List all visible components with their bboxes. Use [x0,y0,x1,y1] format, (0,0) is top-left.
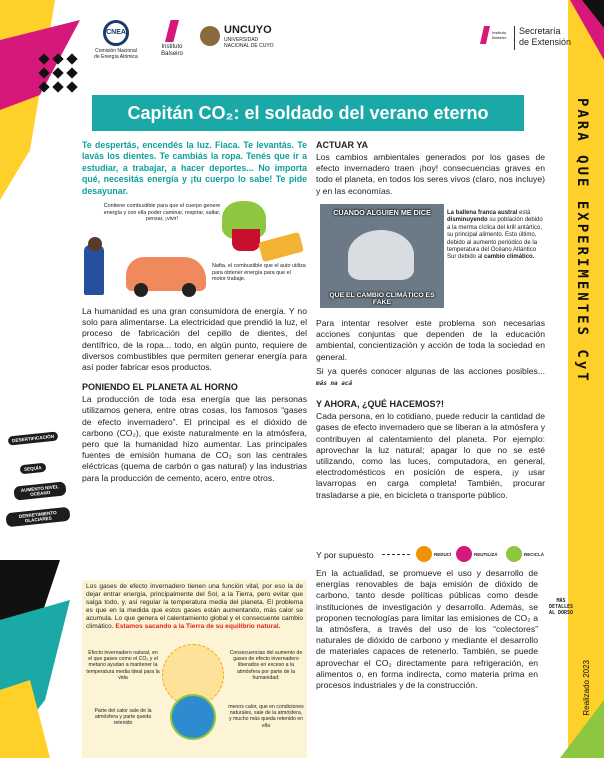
logo-balseiro: Instituto Balseiro [152,20,192,58]
tag-nivel-oceano: AUMENTO NIVEL OCÉANO [13,481,66,500]
side-banner-text: PARA QUE EXPERIMENTES CyT [574,98,590,384]
diagram-excess-note: Consecuencias del aumento de gases de efecto invernadero liberados en exceso a la atmósfera por parte de la humanidad: [229,650,303,681]
diagram-retained-note: menos calor, que en condiciones naturales, sale de la atmósfera, y mucho más queda retenido en ella [228,704,304,729]
paragraph-emissions: La producción de toda esa energía que las personas utilizamos genera, entre otras cosas, los famosos “gases de efecto invernadero”. El principal es el dióxido de carbono (CO₂), que existe naturalmente en la atmósfera, pero que la humanidad hizo aumentar. Las principales fuentes de emisión humana de CO₂ son las centrales eléctricas (quema de carbón o gas natural) y las industrias para la producción de cemento, acero, entre otros. [82,394,307,483]
consequence-tags [0,430,80,560]
right-column-bottom [316,568,538,691]
diagram-heat-note: Parte del calor sale de la atmósfera y parte queda retenido [94,708,152,727]
logo-cnea: CNEA Comisión Nacional de Energía Atómica [90,20,142,60]
paragraph-renewables: En la actualidad, se promueve el uso y desarrollo de energías renovables de baja emisión de dióxido de carbono, tanto desde políticas públicas como desde instituciones de investigación y desarrollo. Además, se proponen tecnologías para limitar las emisiones de CO₂ a la atmósfera, a través del uso de los “colectores” naturales de dióxido de carbono y mediante el desarrollo de materiales capaces de retenerlo. También, se puede aprovechar el CO₂ directamente para refrigeración, en alimentos o, en forma indirecta, como materia prima en procesos industriales y de la construcción. [316,568,538,691]
tag-glaciares: DERRETIMIENTO GLACIARES [5,507,70,528]
meme-top-text: CUANDO ALGUIEN ME DICE [333,208,431,217]
illustration-area [82,201,307,306]
paragraph-possible-actions: Si ya querés conocer algunas de las acciones posibles... más na acá [316,365,545,388]
meme-bottom-text: QUE EL CAMBIO CLIMÁTICO ES FAKE [329,292,435,306]
hand-note-more: más na acá [316,380,353,388]
reduce-label: REDUCÍ [434,552,452,557]
tag-desertificacion: DESERTIFICACIÓN [8,431,59,445]
right-column-lower [316,318,545,501]
balseiro-icon [165,20,179,42]
heading-actuar-ya: ACTUAR YA [316,140,369,150]
whale-icon [348,230,414,280]
info-highlight: Estamos sacando a la Tierra de su equilibrio natural. [115,623,281,630]
intro-text: Te despertás, encendés la luz. Fiaca. Te levantás. Te lavás los dientes. Te cambiás la ropa. Tenés que ir a estudiar, a trabajar, a hacer deportes... No importa qué, necesitás energía y ¡tu cuerpo lo sabe! Te pide desayunar. [82,140,307,196]
dashed-arrow [382,554,410,555]
cnea-icon: CNEA [103,20,129,46]
diagram-natural-note: Efecto invernadero natural, en el que gases como el CO₂ y el metano ayudan a mantener la temperatura media ideal para la vida [86,650,160,681]
left-column [82,140,307,484]
reuse-label: REUTILIZÁ [474,552,498,557]
reuse-icon [456,546,472,562]
left-decoration [0,0,90,758]
header-logos: CNEA Comisión Nacional de Energía Atómica Instituto Balseiro UNCUYO UNIVERSIDAD NACIONAL DE CUYO Instituto Balseiro Secretaría de Extensión [70,14,590,74]
paragraph-energy: La humanidad es una gran consumidora de energía. Y no solo para alimentarse. La electricidad que prendió la luz, el proceso de fabricación del cepillo de dientes, del dentífrico, de la ropa... todo, en algún punto, requiere de diversos combustibles que permiten generar energía para así poder fabricar esos productos. [82,306,307,373]
right-column [316,140,545,197]
uncuyo-shield-icon [200,26,220,46]
three-r-row [316,545,556,565]
bottom-right-accent [540,700,604,758]
paragraph-daily-actions: Cada persona, en lo cotidiano, puede reducir la cantidad de gases de efecto invernadero que se liberan a la atmósfera y contribuyen al calentamiento del planeta. Por ejemplo: aprovechar la luz natural; apagar lo que no se esté utilizando, como las luces, computadora, en general, electrodomésticos en posición de espera, ¡y usar lavarropas en carga completa! También, procurar trasladarse a pie, en bicicleta o transporte público. [316,411,545,500]
person-icon [84,245,104,295]
bubble-breakfast: Contiene combustible para que el cuerpo genere energía y con ella poder caminar, respirar, saltar, pensar, ¡vivir! [103,203,221,223]
year-note: Realizado 2023 [582,660,591,716]
mas-detalles-note: MÁS DETALLES AL DORSO [548,598,574,616]
ib-icon [480,26,490,44]
whale-meme-image [320,204,444,308]
bread-icon [258,232,304,262]
y-por-supuesto: Y por supuesto [316,550,374,560]
earth-icon [170,694,216,740]
heading-planeta-horno: PONIENDO EL PLANETA AL HORNO [82,382,238,393]
bubble-fuel: Nafta, el combustible que el auto utiliza para obtener energía para que el motor trabaje. [212,263,306,283]
car-wheel-icon [182,283,196,297]
whale-caption: La ballena franca austral está disminuyendo su población debido a la merma cíclica del krill antártico, su principal alimento. Esto último, debido al aumento periódico de la temperatura del Océano Atlántico Sur debido al cambio climático. [447,210,543,261]
reduce-icon [416,546,432,562]
paragraph-actions: Para intentar resolver este problema son necesarias acciones conjuntas que dependen de la educación ambiental, concientización y acción de toda la sociedad en general. [316,318,545,362]
heading-que-hacemos: Y AHORA, ¿QUÉ HACEMOS?! [316,399,445,410]
tag-sequia: SEQUÍA [20,463,46,475]
info-box-greenhouse [82,580,307,758]
recycle-label: RECICLÁ [524,552,544,557]
person-head-icon [88,237,102,251]
recycle-icon [506,546,522,562]
page-title: Capitán CO₂: el soldado del verano eterno [92,95,524,131]
info-text: Los gases de efecto invernadero tienen una función vital, por eso la de dejar entrar energía, principalmente del Sol, a la Tierra, pero evitar que salga todo, y, así regular la temperatura media del planeta. El problema es que en la medida que estos gases están aumentando, más calor se acumula. Lo que genera el calentamiento global y el consecuente cambio climático. Estamos sacando a la Tierra de su equilibrio natural. [86,583,303,630]
paragraph-consequences: Los cambios ambientales generados por los gases de efecto invernadero traen ¡hoy! consecuencias graves en todo el planeta, en todos los seres vivos (claro, nos incluye) y en las economías. [316,152,545,196]
car-wheel-icon [134,283,148,297]
coffee-cup-icon [232,229,260,251]
